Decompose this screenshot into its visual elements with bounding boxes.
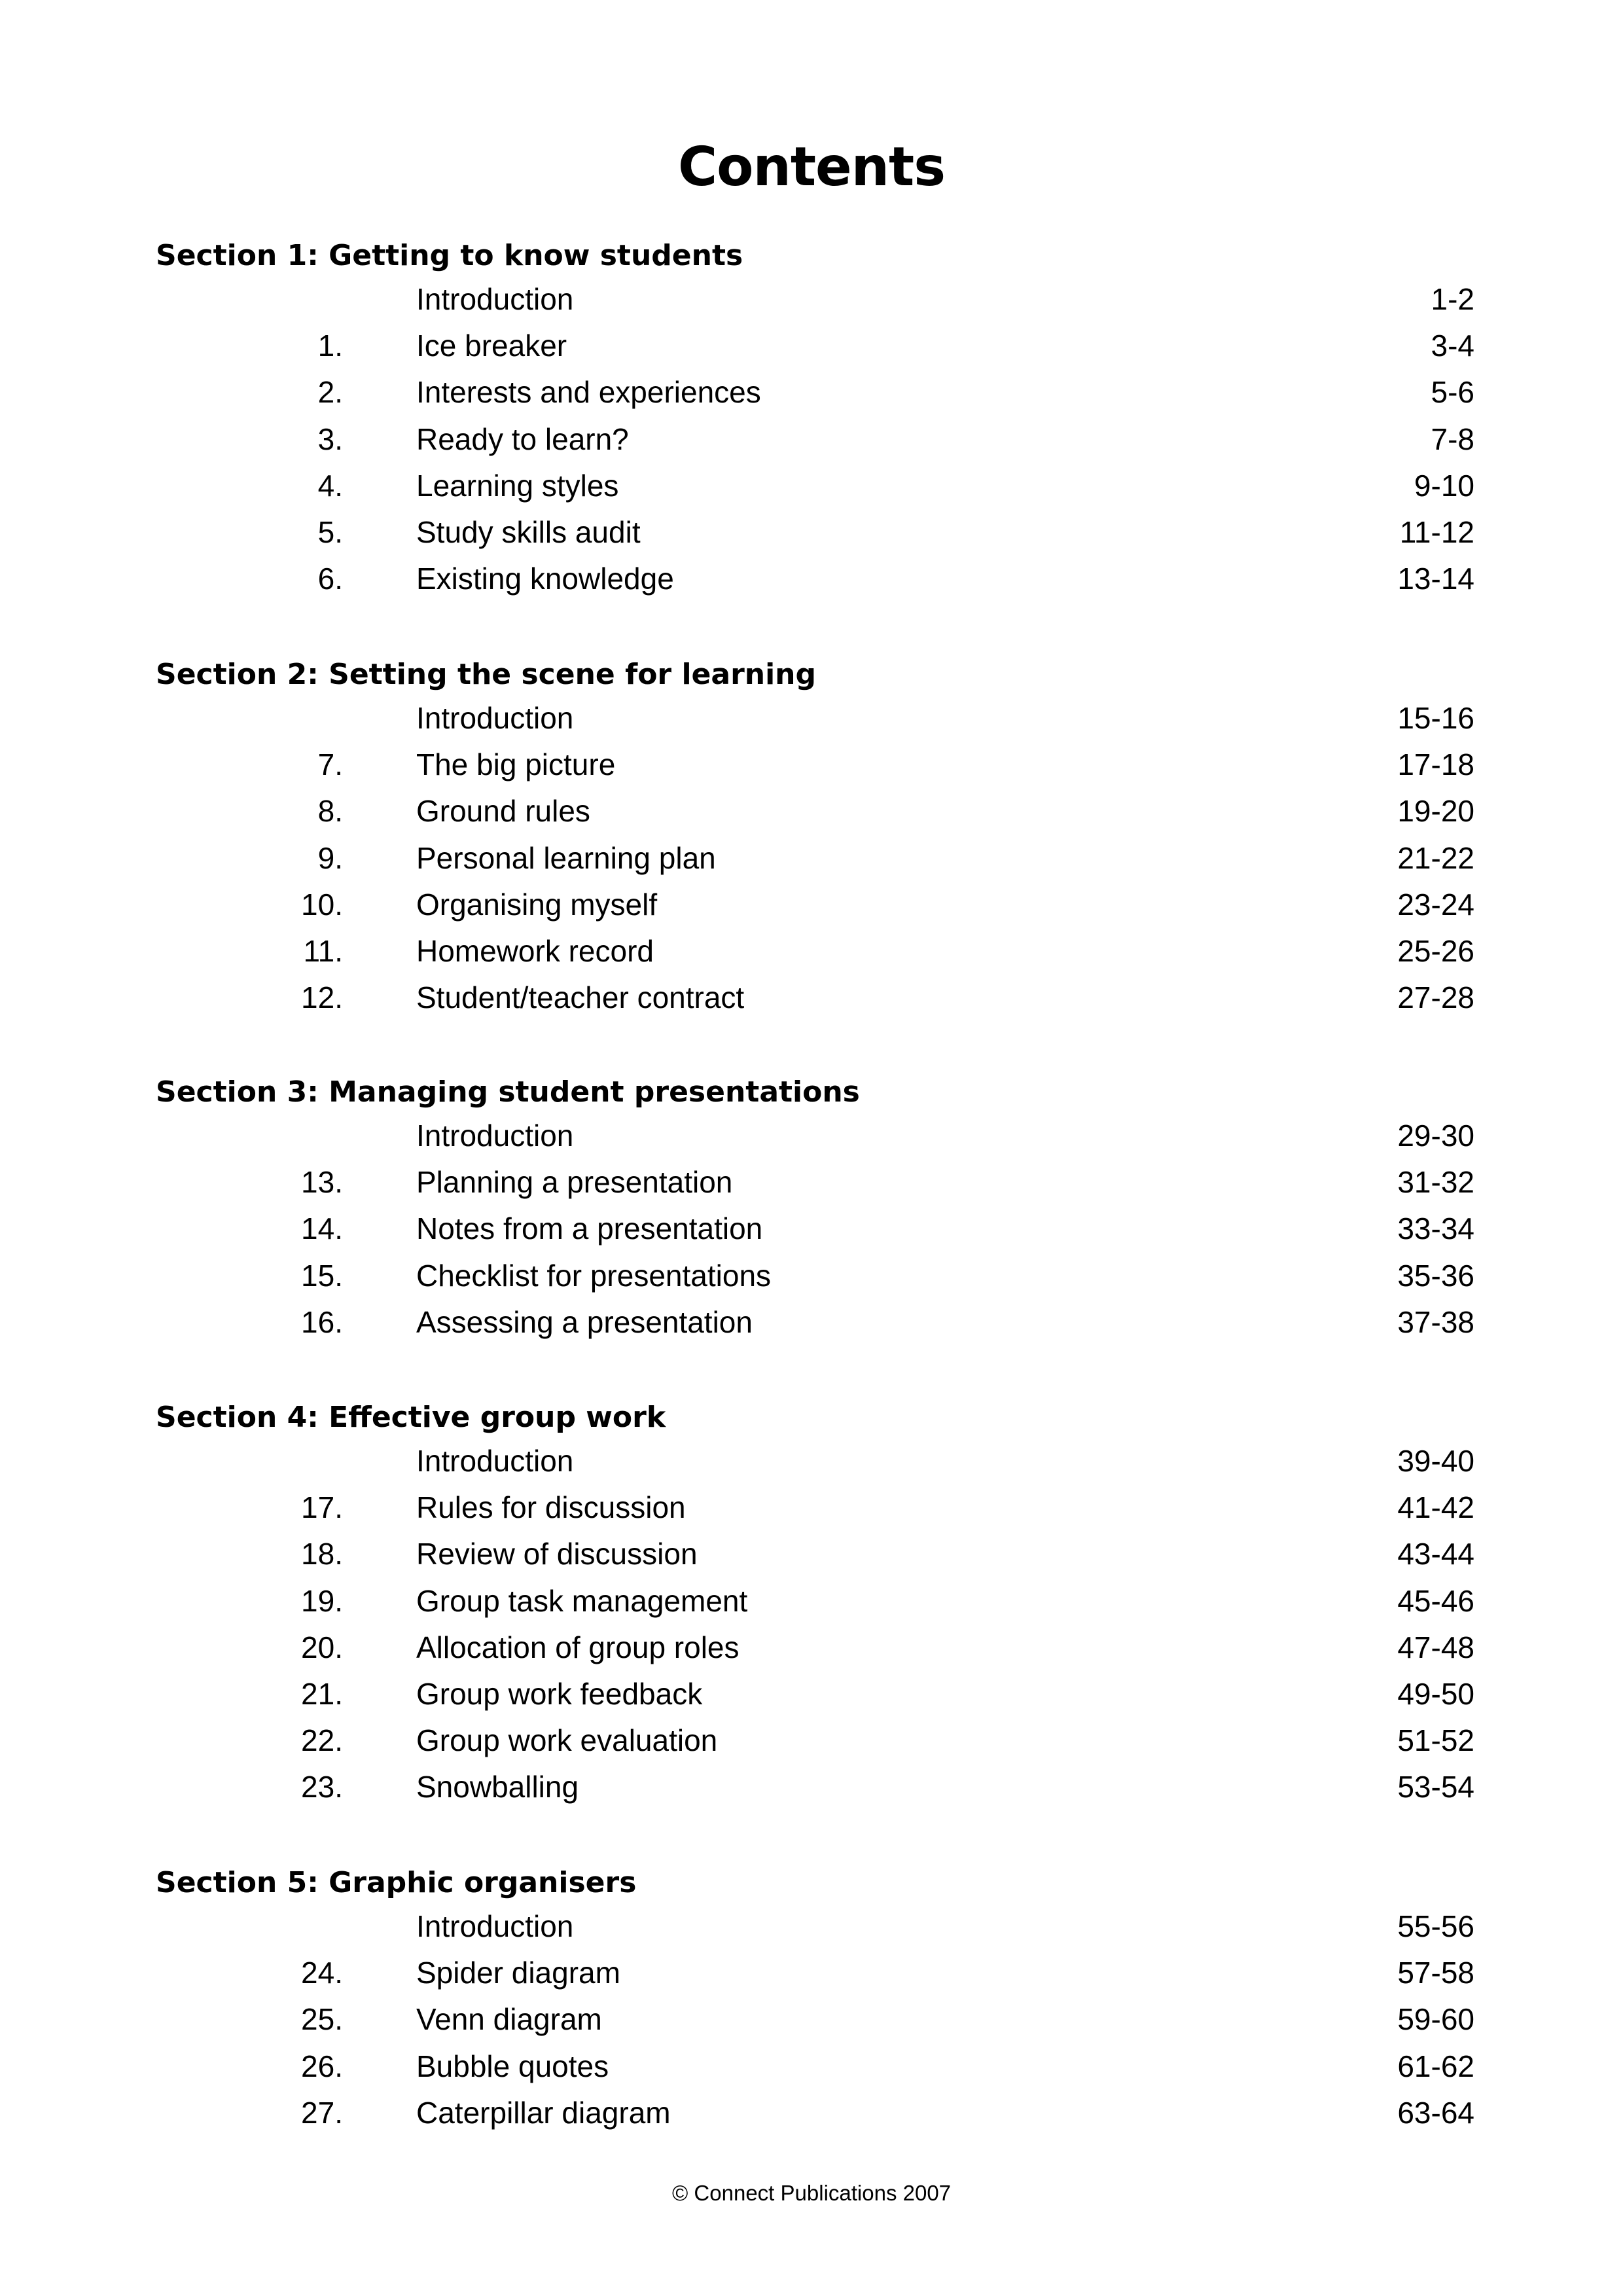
copyright-footer: © Connect Publications 2007 (671, 2181, 952, 2205)
entry-pages: 33-34 (1397, 1211, 1474, 1246)
toc-entry[interactable] (156, 1159, 1474, 1206)
entry-number: 18. (301, 1537, 343, 1571)
toc-entry[interactable] (156, 416, 1474, 463)
page-title: Contents (677, 136, 946, 198)
toc-entry[interactable] (156, 1484, 1474, 1531)
entry-number: 5. (317, 514, 343, 549)
entry-pages: 55-56 (1397, 1909, 1474, 1943)
entry-pages: 19-20 (1397, 794, 1474, 829)
entry-pages: 59-60 (1397, 2002, 1474, 2037)
toc-entry[interactable] (156, 369, 1474, 416)
toc-entry[interactable] (156, 1253, 1474, 1299)
section-2 (156, 655, 1474, 1021)
entry-title: Existing knowledge (416, 562, 674, 596)
entry-pages: 21-22 (1397, 840, 1474, 875)
entry-number: 22. (301, 1723, 343, 1758)
toc-entry[interactable] (156, 1950, 1474, 1996)
entry-pages: 9-10 (1414, 468, 1474, 503)
entry-pages: 51-52 (1397, 1723, 1474, 1758)
entry-number: 21. (301, 1676, 343, 1711)
entry-pages: 61-62 (1397, 2049, 1474, 2083)
entry-number: 3. (317, 422, 343, 456)
section-5 (156, 1863, 1474, 2136)
toc-entry[interactable] (156, 742, 1474, 788)
entry-title: Organising myself (416, 887, 658, 922)
entry-pages: 49-50 (1397, 1676, 1474, 1711)
toc-entry[interactable] (156, 1113, 1474, 1159)
entry-pages: 1-2 (1431, 282, 1474, 316)
entry-pages: 7-8 (1431, 422, 1474, 456)
entry-title: Review of discussion (416, 1537, 698, 1571)
entry-title: Checklist for presentations (416, 1258, 772, 1293)
toc-entry[interactable] (156, 556, 1474, 602)
entry-title: Introduction (416, 1909, 574, 1943)
entry-number: 13. (301, 1165, 343, 1200)
entry-number: 26. (301, 2049, 343, 2083)
entry-number: 27. (301, 2095, 343, 2130)
entry-title: Learning styles (416, 468, 619, 503)
entry-pages: 17-18 (1397, 747, 1474, 782)
section-heading: Section 3: Managing student presentations (156, 1075, 860, 1109)
entry-title: Spider diagram (416, 1956, 620, 1990)
toc-entry[interactable] (156, 1531, 1474, 1577)
toc-entry[interactable] (156, 975, 1474, 1021)
entry-pages: 35-36 (1397, 1258, 1474, 1293)
entry-number: 25. (301, 2002, 343, 2037)
toc-entry[interactable] (156, 463, 1474, 509)
entry-title: Ice breaker (416, 329, 567, 363)
entry-number: 24. (301, 1956, 343, 1990)
entry-number: 1. (317, 329, 343, 363)
section-4 (156, 1397, 1474, 1811)
entry-pages: 37-38 (1397, 1304, 1474, 1339)
toc-entry[interactable] (156, 928, 1474, 975)
toc-entry[interactable] (156, 695, 1474, 742)
toc-entry[interactable] (156, 788, 1474, 834)
toc-entry[interactable] (156, 276, 1474, 323)
entry-pages: 57-58 (1397, 1956, 1474, 1990)
entry-number: 15. (301, 1258, 343, 1293)
entry-pages: 29-30 (1397, 1119, 1474, 1153)
entry-pages: 47-48 (1397, 1630, 1474, 1664)
toc-entry[interactable] (156, 323, 1474, 369)
toc-entry[interactable] (156, 1671, 1474, 1717)
toc-entry[interactable] (156, 835, 1474, 882)
toc-entry[interactable] (156, 1764, 1474, 1810)
entry-pages: 63-64 (1397, 2095, 1474, 2130)
entry-pages: 43-44 (1397, 1537, 1474, 1571)
entry-pages: 15-16 (1397, 701, 1474, 735)
entry-title: Rules for discussion (416, 1490, 686, 1525)
entry-number: 17. (301, 1490, 343, 1525)
entry-title: Introduction (416, 1444, 574, 1478)
entry-title: Caterpillar diagram (416, 2095, 671, 2130)
entry-pages: 45-46 (1397, 1583, 1474, 1618)
toc-entry[interactable] (156, 1624, 1474, 1671)
toc-entry[interactable] (156, 1438, 1474, 1484)
entry-number: 16. (301, 1304, 343, 1339)
entry-pages: 23-24 (1397, 887, 1474, 922)
entry-title: Allocation of group roles (416, 1630, 740, 1664)
entry-title: Introduction (416, 701, 574, 735)
toc-entry[interactable] (156, 1903, 1474, 1950)
toc-entry[interactable] (156, 882, 1474, 928)
entry-pages: 13-14 (1397, 562, 1474, 596)
entry-title: Study skills audit (416, 514, 641, 549)
entry-number: 7. (317, 747, 343, 782)
toc-entry[interactable] (156, 2090, 1474, 2136)
entry-number: 4. (317, 468, 343, 503)
entry-title: Assessing a presentation (416, 1304, 753, 1339)
toc-entry[interactable] (156, 1299, 1474, 1346)
entry-number: 9. (317, 840, 343, 875)
section-heading: Section 4: Effective group work (156, 1401, 666, 1434)
entry-number: 12. (301, 980, 343, 1015)
entry-title: Bubble quotes (416, 2049, 609, 2083)
section-1 (156, 236, 1474, 602)
entry-title: Venn diagram (416, 2002, 602, 2037)
entry-title: Introduction (416, 1119, 574, 1153)
toc-entry[interactable] (156, 1717, 1474, 1764)
entry-pages: 53-54 (1397, 1770, 1474, 1804)
toc-entry[interactable] (156, 1996, 1474, 2043)
entry-title: Ground rules (416, 794, 590, 829)
toc-entry[interactable] (156, 509, 1474, 556)
section-heading: Section 1: Getting to know students (156, 239, 743, 272)
entry-title: The big picture (416, 747, 616, 782)
entry-number: 6. (317, 562, 343, 596)
entry-pages: 25-26 (1397, 933, 1474, 968)
entry-number: 8. (317, 794, 343, 829)
toc-entry[interactable] (156, 2043, 1474, 2090)
entry-number: 20. (301, 1630, 343, 1664)
entry-title: Personal learning plan (416, 840, 716, 875)
entry-title: Planning a presentation (416, 1165, 733, 1200)
entry-pages: 39-40 (1397, 1444, 1474, 1478)
entry-number: 10. (301, 887, 343, 922)
entry-number: 23. (301, 1770, 343, 1804)
entry-title: Group task management (416, 1583, 748, 1618)
entry-title: Group work feedback (416, 1676, 703, 1711)
section-3 (156, 1072, 1474, 1346)
entry-title: Introduction (416, 282, 574, 316)
entry-number: 19. (301, 1583, 343, 1618)
entry-title: Snowballing (416, 1770, 579, 1804)
entry-number: 11. (303, 933, 343, 968)
entry-number: 14. (301, 1211, 343, 1246)
entry-pages: 41-42 (1397, 1490, 1474, 1525)
entry-title: Ready to learn? (416, 422, 629, 456)
section-heading: Section 2: Setting the scene for learning (156, 658, 816, 691)
entry-title: Student/teacher contract (416, 980, 745, 1015)
entry-pages: 31-32 (1397, 1165, 1474, 1200)
entry-title: Group work evaluation (416, 1723, 718, 1758)
section-heading: Section 5: Graphic organisers (156, 1866, 637, 1899)
toc-entry[interactable] (156, 1206, 1474, 1252)
entry-title: Notes from a presentation (416, 1211, 763, 1246)
entry-pages: 27-28 (1397, 980, 1474, 1015)
entry-title: Interests and experiences (416, 375, 761, 410)
toc-entry[interactable] (156, 1578, 1474, 1624)
entry-pages: 5-6 (1431, 375, 1474, 410)
entry-title: Homework record (416, 933, 654, 968)
entry-number: 2. (317, 375, 343, 410)
entry-pages: 11-12 (1399, 514, 1474, 549)
entry-pages: 3-4 (1431, 329, 1474, 363)
